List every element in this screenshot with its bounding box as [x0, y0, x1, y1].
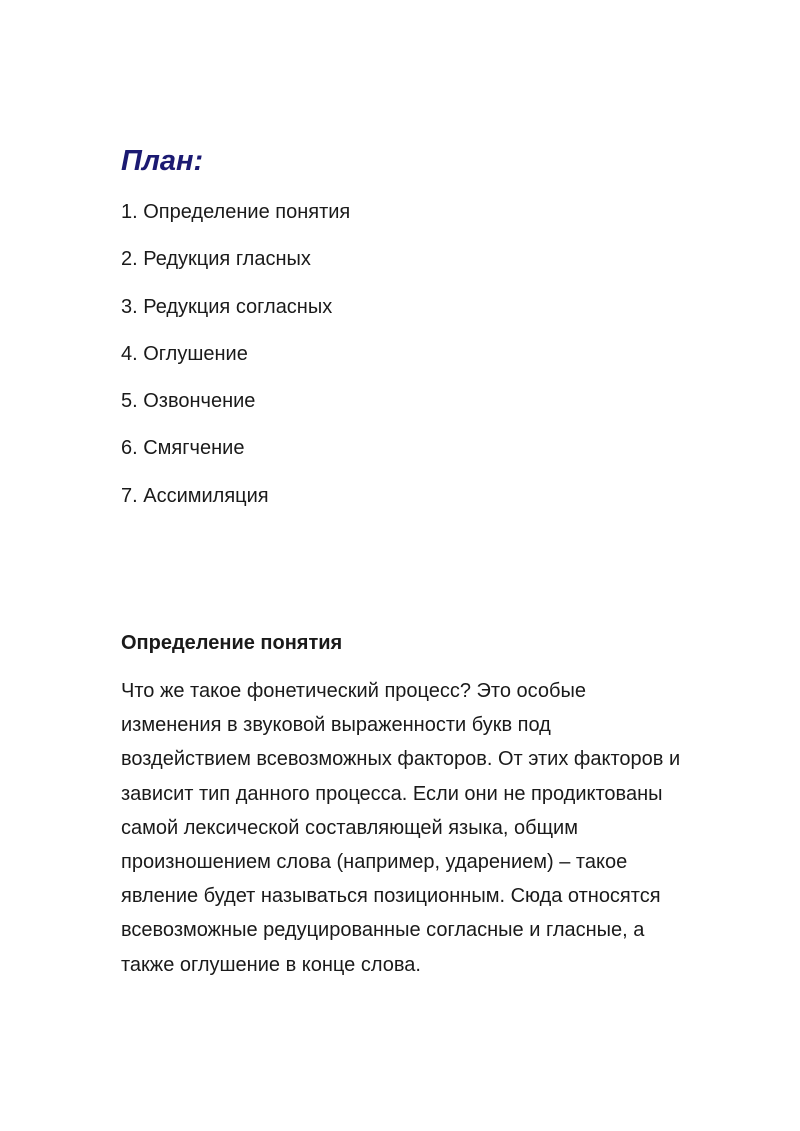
plan-item: 1. Определение понятия: [121, 201, 351, 223]
plan-item: 6. Смягчение: [121, 437, 245, 460]
plan-item: 4. Оглушение: [121, 342, 248, 365]
plan-heading: План:: [121, 145, 204, 177]
plan-item: 2. Редукция гласных: [121, 248, 311, 271]
plan-item: 7. Ассимиляция: [121, 484, 269, 507]
plan-list: [121, 200, 681, 508]
section-title: Определение понятия: [121, 632, 343, 654]
plan-item: 5. Озвончение: [121, 390, 256, 413]
section-paragraph: Что же такое фонетический процесс? Это особые изменения в звуковой выраженности букв под воздействием всевозможных факторов. От этих факторов и зависит тип данного процесса. Если они не продиктованы самой лексической составляющей языка, общим произношением слова (например, ударением) – такое явление будет называться позиционным. Сюда относятся всевозможные редуцированные согласные и гласные, а также оглушение в конце слова.: [121, 680, 681, 976]
plan-item: 3. Редукция согласных: [121, 295, 333, 318]
plan-section: [121, 138, 681, 531]
